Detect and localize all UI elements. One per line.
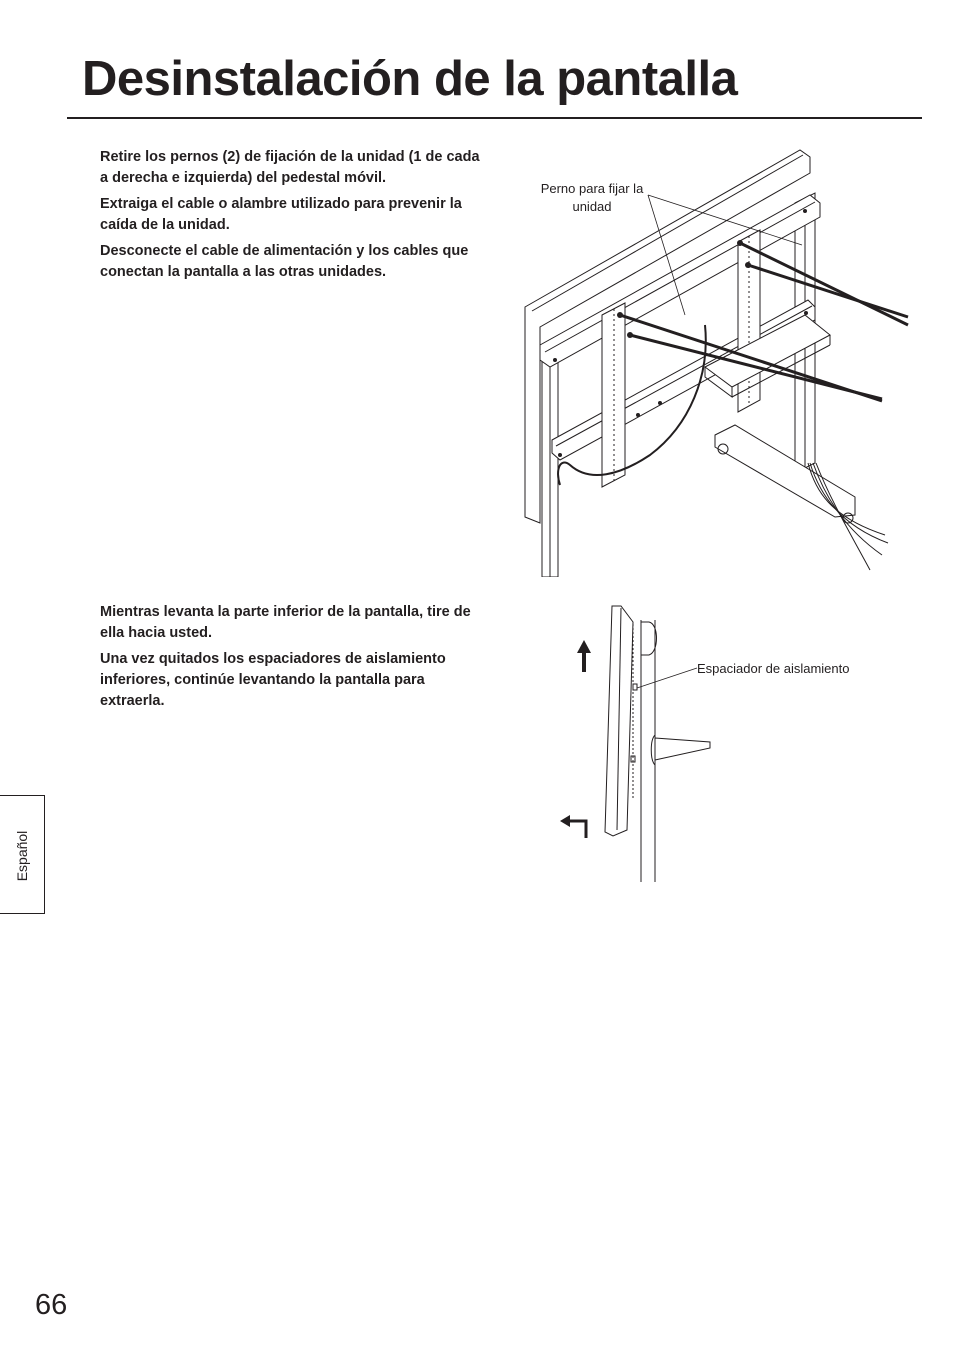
bolt-label: Perno para fijar la unidad	[540, 181, 644, 214]
spacer-label: Espaciador de aislamiento	[697, 661, 850, 676]
instructions-block-lift-out	[100, 602, 490, 717]
language-tab: Español	[0, 795, 45, 914]
instruction-remove-bolts: Retire los pernos (2) de fijación de la unidad (1 de cada a derecha e izquierda) del pedestal móvil.	[100, 149, 480, 186]
page-title: Desinstalación de la pantalla	[82, 52, 738, 106]
instruction-lift-bottom: Mientras levanta la parte inferior de la pantalla, tire de ella hacia usted.	[100, 604, 471, 641]
page-number: 66	[35, 1289, 68, 1321]
instruction-remove-cable: Extraiga el cable o alambre utilizado para prevenir la caída de la unidad.	[100, 196, 462, 233]
instruction-remove-spacers: Una vez quitados los espaciadores de aislamiento inferiores, continúe levantando la pantalla para extraerla.	[100, 651, 446, 709]
title-divider	[67, 117, 922, 119]
instructions-block-removal-prep	[100, 147, 490, 288]
instruction-disconnect-cables: Desconecte el cable de alimentación y los cables que conectan la pantalla a las otras unidades.	[100, 243, 469, 280]
side-view-lift-illustration	[555, 600, 885, 885]
